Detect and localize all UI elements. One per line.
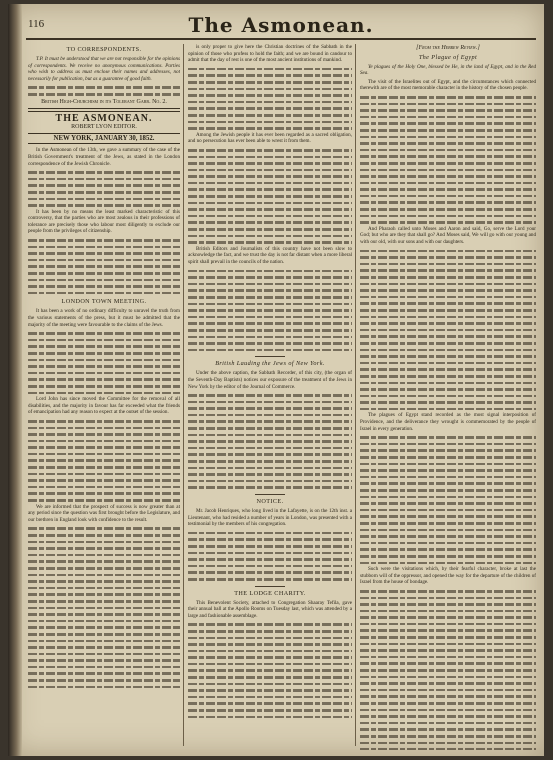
text-line bbox=[360, 206, 536, 213]
text-line bbox=[188, 167, 352, 174]
text-line bbox=[188, 536, 352, 543]
text-line bbox=[188, 154, 352, 161]
double-rule bbox=[28, 108, 180, 112]
text-line bbox=[360, 513, 536, 520]
article-paragraph: Lord John has since moved the Committee for the removal of all disabilities, and the majority in favour has far exceeded what the friends of emancipation had any reason to expect at the outset of the session. bbox=[28, 396, 180, 416]
text-line bbox=[360, 693, 536, 700]
text-line bbox=[28, 651, 180, 658]
text-line bbox=[28, 343, 180, 350]
text-line bbox=[28, 664, 180, 671]
text-line bbox=[360, 608, 536, 615]
text-line bbox=[188, 99, 352, 106]
text-line bbox=[360, 595, 536, 602]
lodge-text: This Benevolent Society, attached to Congregation Shaaray Tefila, gave their annual ball at the Apollo Rooms on Tuesday last, which was attended by a large and fashionable assemblage. bbox=[188, 599, 352, 619]
text-line bbox=[28, 250, 180, 257]
journal-title: The Asmonean. bbox=[188, 13, 374, 37]
text-line bbox=[360, 399, 536, 406]
text-line bbox=[188, 79, 352, 86]
text-line bbox=[28, 572, 180, 579]
text-line bbox=[188, 340, 352, 347]
text-line bbox=[360, 487, 536, 494]
text-line bbox=[28, 539, 180, 546]
text-line bbox=[360, 366, 536, 373]
text-line bbox=[360, 380, 536, 387]
text-line bbox=[188, 206, 352, 213]
text-line bbox=[360, 461, 536, 468]
text-line bbox=[28, 438, 180, 445]
text-line bbox=[360, 107, 536, 114]
text-line bbox=[360, 140, 536, 147]
text-line bbox=[360, 726, 536, 733]
text-line bbox=[360, 627, 536, 634]
text-line bbox=[360, 494, 536, 501]
text-line bbox=[188, 294, 352, 301]
text-line bbox=[188, 399, 352, 406]
text-line bbox=[28, 91, 180, 98]
text-line bbox=[28, 558, 180, 565]
text-line bbox=[188, 478, 352, 485]
text-line bbox=[188, 392, 352, 399]
text-line bbox=[28, 532, 180, 539]
text-line bbox=[28, 182, 180, 189]
text-line bbox=[188, 667, 352, 674]
sabbath-text: Under the above caption, the Sabbath Recorder, of this city, (the organ of the Seventh-Day Baptists) notices our exposure of the treatment of the Jews in New York by the editor of the Journal of Commerce. bbox=[188, 370, 352, 390]
paper-title: THE ASMONEAN. bbox=[55, 113, 153, 125]
text-line bbox=[188, 347, 352, 354]
text-line bbox=[360, 553, 536, 560]
text-line bbox=[188, 700, 352, 707]
article-paragraph: It has been a work of no ordinary difficulty to unravel the truth from the various statements of the press, but it must be admitted that the majority of the meeting were favourable to the claims of the Jews. bbox=[28, 308, 180, 328]
text-line bbox=[360, 447, 536, 454]
text-line bbox=[28, 277, 180, 284]
column-rule-2 bbox=[355, 44, 356, 746]
article-paragraph: The plagues of Egypt stand recorded as the most signal interposition of Providence, and the deliverance they wrought is commemorated by the people of Israel in every generation. bbox=[360, 412, 536, 432]
text-line bbox=[28, 598, 180, 605]
text-line bbox=[28, 263, 180, 270]
text-line bbox=[360, 540, 536, 547]
text-line bbox=[360, 700, 536, 707]
text-line bbox=[360, 193, 536, 200]
column-3 bbox=[360, 44, 536, 750]
text-line bbox=[28, 451, 180, 458]
text-line bbox=[188, 314, 352, 321]
text-line bbox=[188, 105, 352, 112]
text-line bbox=[28, 283, 180, 290]
text-line bbox=[360, 520, 536, 527]
text-line bbox=[28, 169, 180, 176]
sabbath-heading: British Lauding the Jews of New York. bbox=[215, 360, 325, 368]
text-line bbox=[188, 226, 352, 233]
text-line bbox=[360, 94, 536, 101]
text-line bbox=[28, 176, 180, 183]
text-line bbox=[188, 445, 352, 452]
text-line bbox=[188, 681, 352, 688]
text-line bbox=[28, 657, 180, 664]
article-paragraph: It has been by no means the least marked characteristic of this controversy, that the parties who are most zealous in their professions of tolerance are precisely those who labour most diligently to exclude our people from the privileges of citizenship. bbox=[28, 208, 180, 235]
section-separator bbox=[255, 356, 285, 357]
text-line bbox=[360, 173, 536, 180]
text-line bbox=[360, 546, 536, 553]
article-paragraph: Such were the visitations which, by their fearful character, broke at last the stubborn will of the oppressor, and opened the way for the departure of the children of Israel from the house of bondage. bbox=[360, 566, 536, 586]
text-line bbox=[360, 480, 536, 487]
text-line bbox=[360, 667, 536, 674]
text-line bbox=[360, 386, 536, 393]
text-line bbox=[360, 353, 536, 360]
dateline: NEW YORK, JANUARY 30, 1852. bbox=[28, 133, 180, 144]
lodge-heading: THE LODGE CHARITY. bbox=[234, 589, 306, 597]
text-line bbox=[28, 370, 180, 377]
text-line bbox=[360, 320, 536, 327]
text-line bbox=[188, 465, 352, 472]
text-line bbox=[360, 674, 536, 681]
text-line bbox=[28, 357, 180, 364]
text-line bbox=[360, 641, 536, 648]
text-line bbox=[360, 373, 536, 380]
article-paragraph: The visit of the Israelites out of Egypt, and the circumstances which connected therewith are of the most memorable character in the history of the chosen people. bbox=[360, 78, 536, 92]
text-line bbox=[28, 189, 180, 196]
text-line bbox=[28, 431, 180, 438]
text-line bbox=[188, 674, 352, 681]
text-line bbox=[360, 621, 536, 628]
notice-text: Mr. Jacob Henriques, who long lived in the Lafayette, is on the 12th inst. a Lieutenant, who had resided a number of years in London, was presented with a testimonial by the members of his congregation. bbox=[188, 508, 352, 528]
text-line bbox=[188, 119, 352, 126]
text-line bbox=[188, 458, 352, 465]
text-line bbox=[188, 173, 352, 180]
text-line bbox=[28, 257, 180, 264]
text-line bbox=[360, 167, 536, 174]
text-line bbox=[188, 530, 352, 537]
text-line bbox=[28, 677, 180, 684]
column-2 bbox=[188, 44, 352, 750]
text-line bbox=[360, 687, 536, 694]
text-line bbox=[188, 66, 352, 73]
text-line bbox=[360, 248, 536, 255]
text-line bbox=[28, 425, 180, 432]
text-line bbox=[188, 86, 352, 93]
text-line bbox=[188, 635, 352, 642]
text-line bbox=[188, 628, 352, 635]
text-line bbox=[360, 219, 536, 226]
correspondents-text: T.P. It must be understood that we are not responsible for the opinions of correspondents. We receive no anonymous communications. Parties who wish to address us must enclose their names and addresses, not necessarily for publication, but as a guarantee of good faith. bbox=[28, 56, 180, 82]
text-line bbox=[360, 654, 536, 661]
text-line bbox=[188, 569, 352, 576]
article-paragraph: British Editors and Journalists of this country have not been slow to acknowledge the fact, and we trust the day is not far distant when a more liberal spirit shall prevail in the councils of the nation. bbox=[188, 245, 352, 265]
text-line bbox=[360, 307, 536, 314]
column-1 bbox=[28, 44, 180, 750]
text-line bbox=[188, 219, 352, 226]
text-line bbox=[188, 484, 352, 491]
text-line bbox=[188, 200, 352, 207]
text-line bbox=[28, 418, 180, 425]
epigraph: Ye plagues of the Holy One, blessed be He, in the land of Egypt, and in the Red Sea. bbox=[360, 63, 536, 77]
text-line bbox=[188, 556, 352, 563]
text-line bbox=[28, 552, 180, 559]
text-line bbox=[28, 624, 180, 631]
article-paragraph: And Pharaoh called unto Moses and Aaron and said, Go, serve the Lord your God; but who are they that shall go? And Moses said, We will go with our young and with our old, with our sons and with our daughters. bbox=[360, 225, 536, 246]
text-line bbox=[360, 180, 536, 187]
text-line bbox=[188, 327, 352, 334]
text-line bbox=[28, 383, 180, 390]
text-line bbox=[360, 134, 536, 141]
text-line bbox=[188, 641, 352, 648]
text-line bbox=[188, 239, 352, 246]
text-line bbox=[188, 186, 352, 193]
text-line bbox=[188, 147, 352, 154]
text-line bbox=[360, 287, 536, 294]
text-line bbox=[28, 196, 180, 203]
text-line bbox=[360, 127, 536, 134]
text-line bbox=[28, 270, 180, 277]
text-line bbox=[360, 101, 536, 108]
text-line bbox=[28, 337, 180, 344]
text-line bbox=[28, 350, 180, 357]
text-line bbox=[360, 660, 536, 667]
text-line bbox=[360, 441, 536, 448]
text-line bbox=[360, 314, 536, 321]
text-line bbox=[360, 153, 536, 160]
text-line bbox=[188, 471, 352, 478]
text-line bbox=[28, 484, 180, 491]
text-line bbox=[28, 497, 180, 504]
text-line bbox=[360, 707, 536, 714]
text-line bbox=[188, 160, 352, 167]
text-line bbox=[360, 186, 536, 193]
text-line bbox=[360, 467, 536, 474]
article-paragraph: is only proper to give here the Christian doctrines of the Sabbath in the opinion of those who profess to hold the faith; and we are bound in candour to admit that the day of rest is one of the most ancient institutions of mankind. bbox=[188, 44, 352, 64]
text-line bbox=[28, 290, 180, 297]
text-line bbox=[28, 638, 180, 645]
text-line bbox=[188, 320, 352, 327]
text-line bbox=[360, 199, 536, 206]
text-line bbox=[28, 84, 180, 91]
text-line bbox=[360, 746, 536, 750]
text-line bbox=[188, 425, 352, 432]
text-line bbox=[360, 254, 536, 261]
text-line bbox=[28, 545, 180, 552]
text-line bbox=[188, 563, 352, 570]
text-line bbox=[188, 301, 352, 308]
text-line bbox=[360, 474, 536, 481]
text-line bbox=[28, 670, 180, 677]
text-line bbox=[28, 471, 180, 478]
text-line bbox=[28, 644, 180, 651]
text-line bbox=[360, 340, 536, 347]
text-line bbox=[188, 694, 352, 701]
text-line bbox=[188, 707, 352, 714]
text-line bbox=[360, 147, 536, 154]
text-line bbox=[28, 237, 180, 244]
text-line bbox=[188, 576, 352, 583]
text-line bbox=[360, 680, 536, 687]
text-line bbox=[360, 347, 536, 354]
source-line: [From the Hebrew Review.] bbox=[416, 45, 480, 51]
text-line bbox=[188, 550, 352, 557]
text-line bbox=[360, 327, 536, 334]
text-line bbox=[360, 300, 536, 307]
text-line bbox=[360, 713, 536, 720]
text-line bbox=[360, 500, 536, 507]
text-line bbox=[360, 614, 536, 621]
text-line bbox=[188, 451, 352, 458]
text-line bbox=[188, 274, 352, 281]
text-line bbox=[28, 565, 180, 572]
text-line bbox=[188, 268, 352, 275]
text-line bbox=[188, 648, 352, 655]
text-line bbox=[360, 114, 536, 121]
text-line bbox=[360, 333, 536, 340]
text-line bbox=[28, 477, 180, 484]
book-binding-edge bbox=[8, 4, 22, 756]
text-line bbox=[360, 740, 536, 747]
text-line bbox=[188, 714, 352, 721]
text-line bbox=[188, 621, 352, 628]
text-line bbox=[360, 588, 536, 595]
text-line bbox=[360, 434, 536, 441]
text-line bbox=[360, 454, 536, 461]
text-line bbox=[188, 687, 352, 694]
text-line bbox=[360, 281, 536, 288]
text-line bbox=[28, 490, 180, 497]
editor-line: ROBERT LYON EDITOR. bbox=[71, 123, 137, 130]
column-rule-1 bbox=[183, 44, 184, 746]
text-line bbox=[28, 611, 180, 618]
text-line bbox=[360, 647, 536, 654]
text-line bbox=[28, 618, 180, 625]
text-line bbox=[28, 585, 180, 592]
text-line bbox=[360, 274, 536, 281]
article-heading: The Plague of Egypt bbox=[418, 53, 478, 61]
text-line bbox=[188, 180, 352, 187]
subscribers-line: British High-Churchism in its Tolerant Garb. No. 2. bbox=[41, 98, 167, 105]
text-line bbox=[188, 125, 352, 132]
notice-heading: NOTICE. bbox=[256, 498, 284, 505]
text-line bbox=[188, 418, 352, 425]
text-line bbox=[360, 120, 536, 127]
masthead bbox=[26, 12, 536, 40]
text-line bbox=[28, 591, 180, 598]
section-separator bbox=[255, 494, 285, 495]
text-line bbox=[28, 578, 180, 585]
text-line bbox=[360, 634, 536, 641]
text-line bbox=[188, 438, 352, 445]
text-line bbox=[28, 444, 180, 451]
text-line bbox=[28, 363, 180, 370]
text-line bbox=[188, 334, 352, 341]
text-line bbox=[188, 287, 352, 294]
text-line bbox=[28, 684, 180, 691]
text-line bbox=[188, 72, 352, 79]
section-separator bbox=[255, 586, 285, 587]
article-paragraph: We are informed that the prospect of success is now greater than at any period since the question was first brought before the Legislature, and our brethren in England look with confidence to the result. bbox=[28, 503, 180, 523]
text-line bbox=[360, 160, 536, 167]
article-paragraph: Among the Jewish people it has ever been regarded as a sacred obligation, and no persecution has ever been able to wrest it from them. bbox=[188, 131, 352, 145]
text-line bbox=[28, 244, 180, 251]
text-line bbox=[360, 360, 536, 367]
text-line bbox=[360, 720, 536, 727]
text-line bbox=[188, 543, 352, 550]
correspondents-heading: TO CORRESPONDENTS. bbox=[66, 46, 142, 53]
text-line bbox=[360, 267, 536, 274]
text-line bbox=[28, 330, 180, 337]
text-line bbox=[188, 412, 352, 419]
text-line bbox=[188, 405, 352, 412]
text-line bbox=[28, 631, 180, 638]
text-line bbox=[360, 601, 536, 608]
article-paragraph: In the Asmonean of the 13th, we gave a summary of the case of the British Government's treatment of the Jews, as stated in the London correspondence of the Jewish Chronicle. bbox=[28, 147, 180, 167]
town-meeting-heading: LONDON TOWN MEETING. bbox=[61, 298, 147, 306]
text-line bbox=[188, 193, 352, 200]
text-line bbox=[188, 112, 352, 119]
text-line bbox=[360, 733, 536, 740]
page-number: 116 bbox=[28, 18, 45, 30]
text-line bbox=[188, 661, 352, 668]
text-line bbox=[188, 281, 352, 288]
text-line bbox=[188, 432, 352, 439]
text-line bbox=[360, 261, 536, 268]
text-line bbox=[28, 376, 180, 383]
text-line bbox=[360, 213, 536, 220]
text-line bbox=[28, 605, 180, 612]
text-line bbox=[28, 525, 180, 532]
text-line bbox=[188, 213, 352, 220]
text-line bbox=[28, 202, 180, 209]
text-line bbox=[360, 507, 536, 514]
text-line bbox=[188, 233, 352, 240]
text-line bbox=[360, 393, 536, 400]
text-line bbox=[188, 307, 352, 314]
text-line bbox=[360, 294, 536, 301]
text-line bbox=[28, 457, 180, 464]
text-line bbox=[188, 92, 352, 99]
text-line bbox=[360, 527, 536, 534]
text-line bbox=[360, 533, 536, 540]
text-line bbox=[28, 464, 180, 471]
newspaper-page bbox=[8, 4, 544, 756]
text-line bbox=[188, 654, 352, 661]
